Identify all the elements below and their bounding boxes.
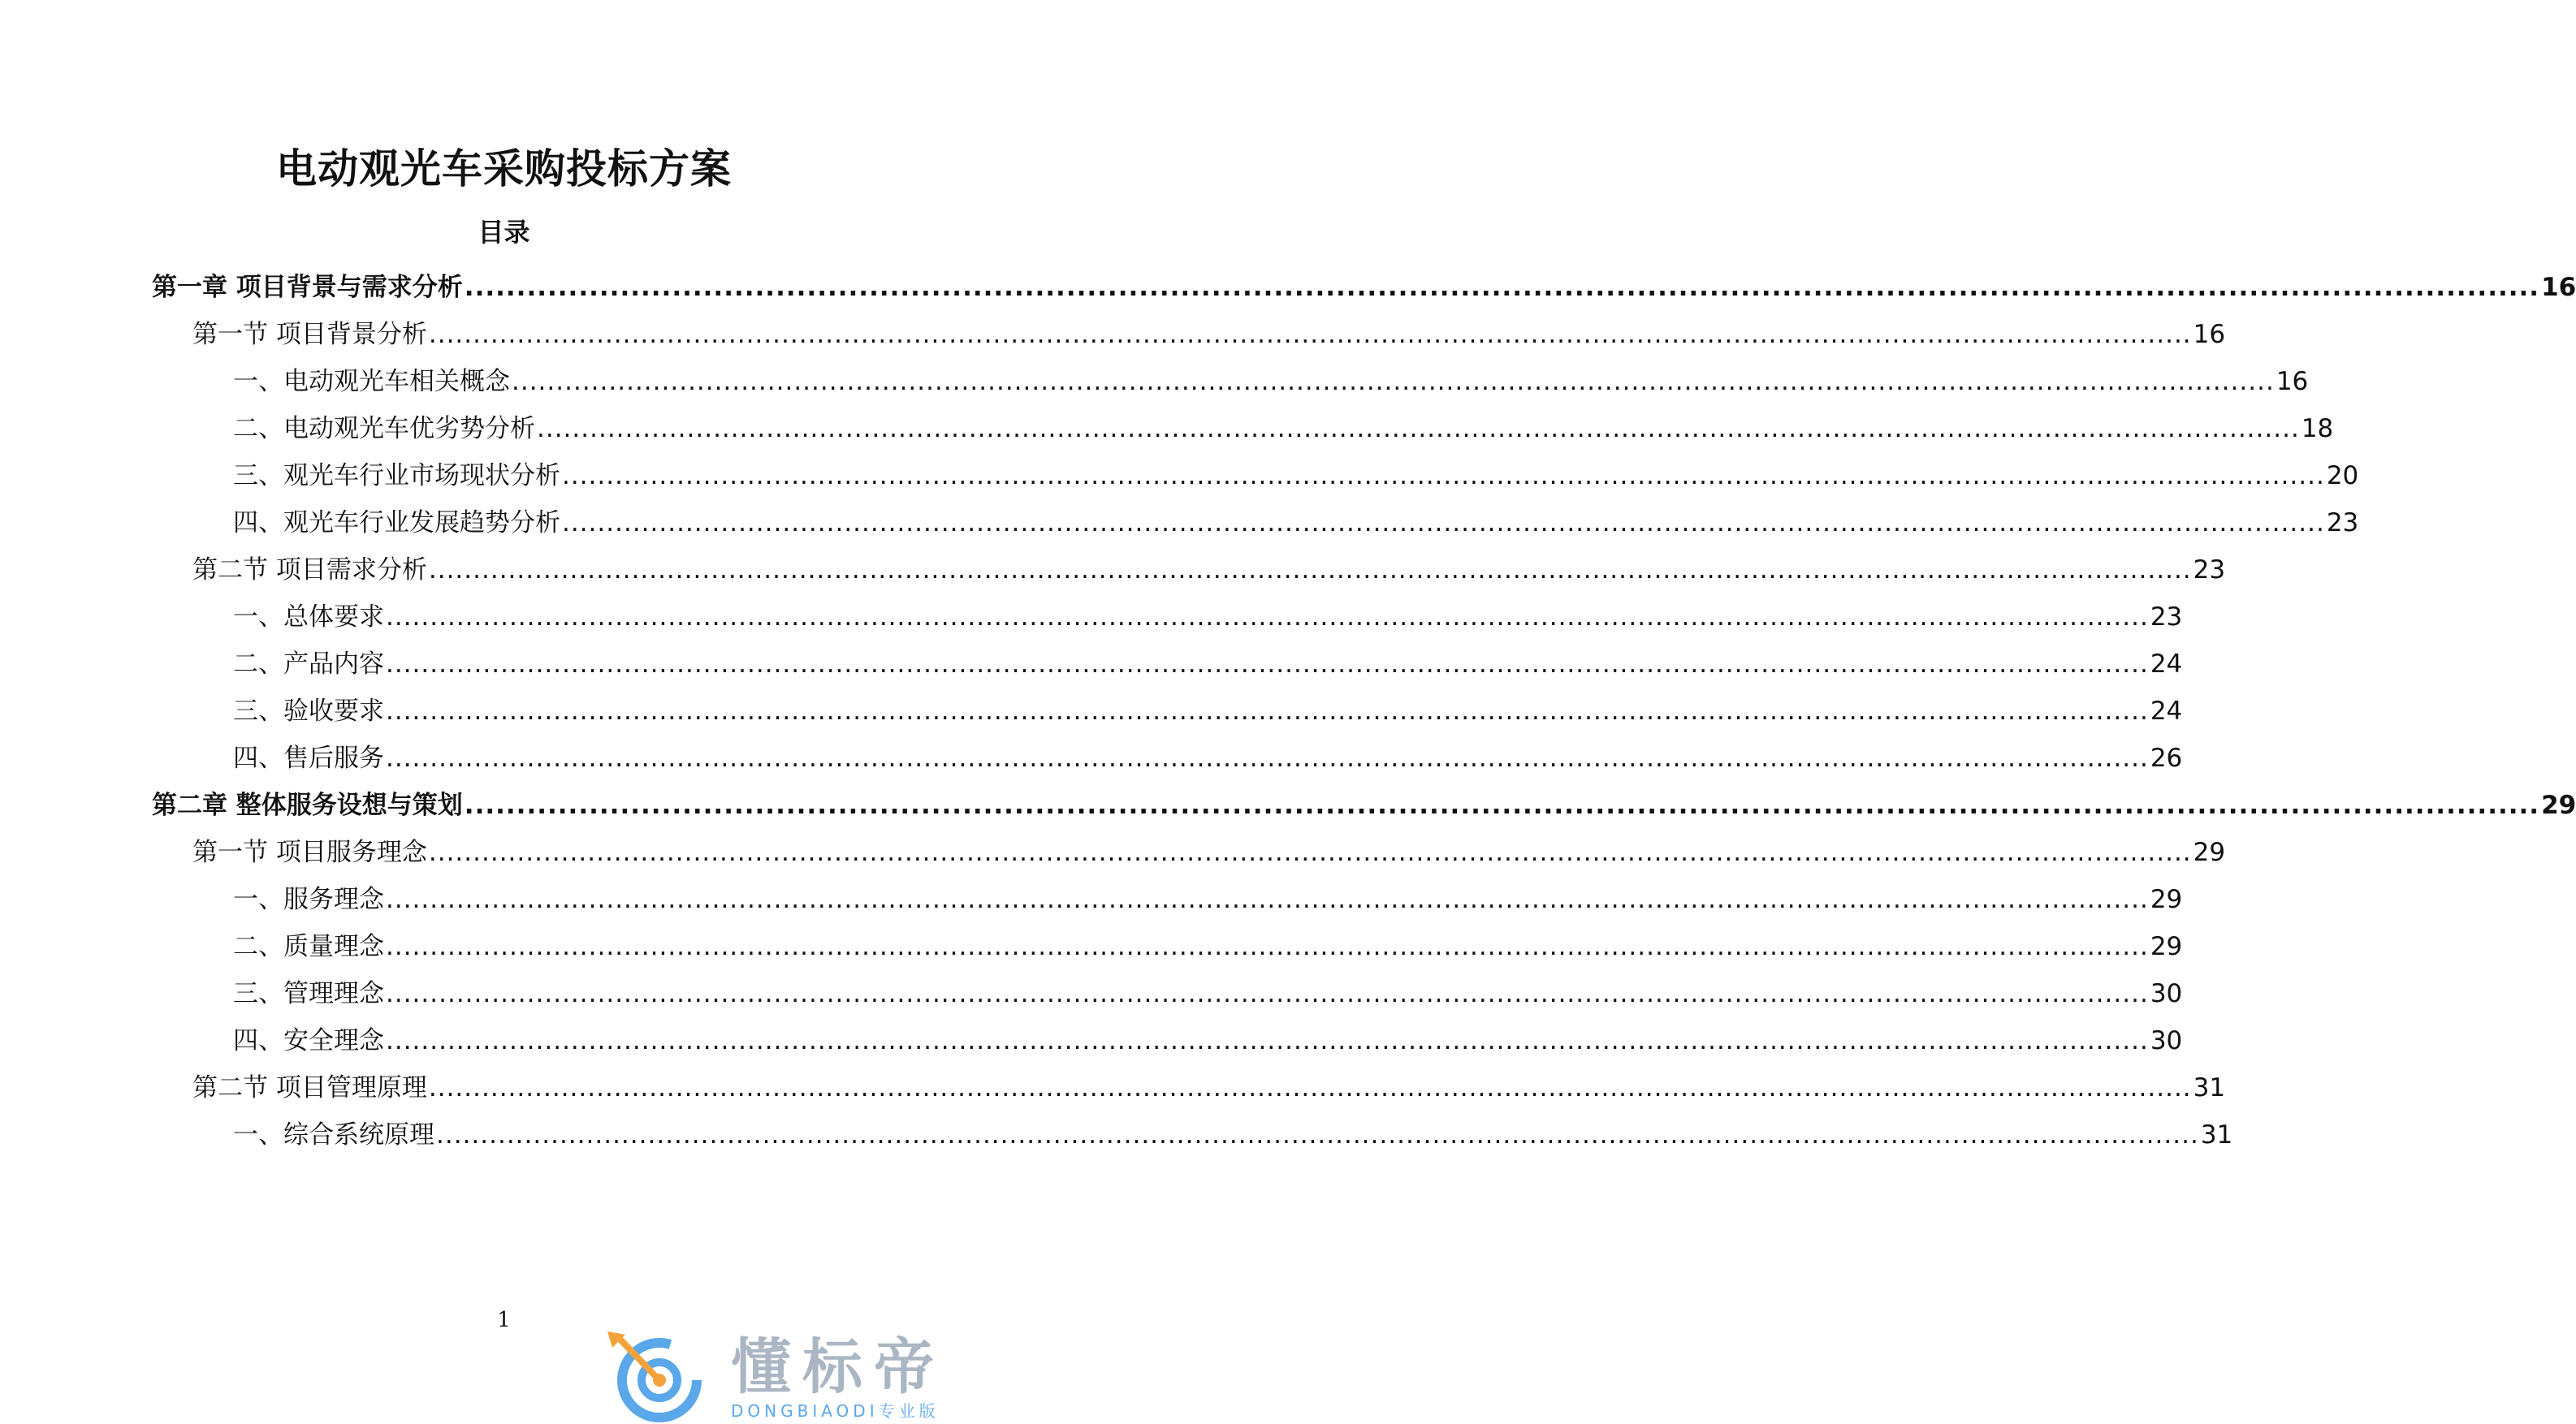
toc-entry-page: 16 <box>2193 320 2226 349</box>
toc-entry-text: 三、验收要求 <box>233 697 384 726</box>
toc-entry-text: 三、管理理念 <box>233 979 384 1008</box>
toc-entry-page: 29 <box>2150 885 2183 914</box>
document-title: 电动观光车采购投标方案 <box>276 145 732 192</box>
toc-entry[interactable] <box>233 601 2183 633</box>
target-icon <box>601 1331 707 1424</box>
toc-entry-page: 23 <box>2193 555 2226 585</box>
toc-entry[interactable] <box>233 1119 2233 1151</box>
page-number: 1 <box>497 1308 511 1332</box>
toc-leader-dots: ........................................................................................................................................................................................................ <box>428 1073 2192 1103</box>
toc-leader-dots: ........................................................................................................................................................................................................ <box>386 932 2149 961</box>
toc-entry[interactable] <box>233 460 2359 492</box>
toc-leader-dots: ........................................................................................................................................................................................................ <box>562 508 2325 537</box>
toc-entry-page: 31 <box>2200 1120 2233 1150</box>
toc-entry-page: 16 <box>2276 367 2309 396</box>
toc-entry[interactable] <box>233 412 2334 445</box>
toc-entry-page: 29 <box>2193 838 2226 867</box>
toc-entry-page: 16 <box>2541 273 2576 302</box>
toc-entry-text: 四、安全理念 <box>233 1026 384 1055</box>
toc-entry-text: 第一章 项目背景与需求分析 <box>152 273 463 302</box>
toc-leader-dots: ........................................................................................................................................................................................................ <box>428 320 2192 349</box>
toc-entry-text: 一、服务理念 <box>233 885 384 914</box>
toc-entry-text: 第二节 项目需求分析 <box>192 555 427 585</box>
toc-entry[interactable] <box>233 695 2183 727</box>
toc-entry-page: 24 <box>2150 697 2183 726</box>
toc-leader-dots: ........................................................................................................................................................................................................ <box>386 979 2149 1008</box>
toc-leader-dots: ........................................................................................................................................................................................................ <box>562 461 2325 490</box>
toc-entry-text: 四、观光车行业发展趋势分析 <box>233 508 560 537</box>
toc-entry[interactable] <box>233 930 2183 963</box>
toc-leader-dots: ........................................................................................................................................................................................................ <box>464 791 2540 820</box>
watermark <box>601 1331 1008 1424</box>
toc-entry-page: 23 <box>2326 508 2359 537</box>
toc-leader-dots: ........................................................................................................................................................................................................ <box>428 838 2192 867</box>
watermark-subtitle: DONGBIAODI专业版 <box>731 1401 940 1421</box>
toc-entry[interactable] <box>233 977 2183 1010</box>
toc-entry-page: 18 <box>2301 414 2334 443</box>
toc-leader-dots: ........................................................................................................................................................................................................ <box>386 602 2149 632</box>
toc-leader-dots: ........................................................................................................................................................................................................ <box>537 414 2300 443</box>
toc-entry-text: 二、电动观光车优劣势分析 <box>233 414 535 443</box>
toc-leader-dots: ........................................................................................................................................................................................................ <box>512 367 2275 396</box>
toc-leader-dots: ........................................................................................................................................................................................................ <box>386 885 2149 914</box>
toc-leader-dots: ........................................................................................................................................................................................................ <box>386 649 2149 679</box>
toc-entry[interactable] <box>233 365 2309 398</box>
toc-leader-dots: ........................................................................................................................................................................................................ <box>436 1120 2199 1150</box>
toc-entry-text: 三、观光车行业市场现状分析 <box>233 461 560 490</box>
toc-entry[interactable] <box>233 883 2183 916</box>
toc-entry-page: 30 <box>2150 1026 2183 1055</box>
toc-entry-page: 29 <box>2541 791 2576 820</box>
toc-entry[interactable] <box>192 1072 2226 1104</box>
toc-entry-page: 23 <box>2150 602 2183 632</box>
toc-entry-page: 31 <box>2193 1073 2226 1103</box>
toc-entry[interactable] <box>233 1025 2183 1057</box>
toc-leader-dots: ........................................................................................................................................................................................................ <box>464 273 2540 302</box>
toc-entry[interactable] <box>233 742 2183 775</box>
toc-entry[interactable] <box>233 507 2359 539</box>
toc-leader-dots: ........................................................................................................................................................................................................ <box>386 697 2149 726</box>
toc-entry[interactable] <box>192 836 2226 869</box>
toc-entry-text: 二、质量理念 <box>233 932 384 961</box>
toc-entry[interactable] <box>192 318 2226 351</box>
toc-entry-text: 一、总体要求 <box>233 602 384 632</box>
toc-entry-page: 29 <box>2150 932 2183 961</box>
toc-leader-dots: ........................................................................................................................................................................................................ <box>386 1026 2149 1055</box>
toc-entry[interactable] <box>152 789 2576 822</box>
toc-entry-text: 一、电动观光车相关概念 <box>233 367 510 396</box>
toc-entry-page: 26 <box>2150 744 2183 773</box>
toc-leader-dots: ........................................................................................................................................................................................................ <box>428 555 2192 585</box>
toc-leader-dots: ........................................................................................................................................................................................................ <box>386 744 2149 773</box>
toc-entry-text: 第二章 整体服务设想与策划 <box>152 791 463 820</box>
toc-entry[interactable] <box>192 554 2226 586</box>
toc-entry-text: 第一节 项目服务理念 <box>192 838 427 867</box>
toc-entry-page: 20 <box>2326 461 2359 490</box>
toc-entry-text: 二、产品内容 <box>233 649 384 679</box>
toc-entry-text: 第一节 项目背景分析 <box>192 320 427 349</box>
toc-entry-page: 30 <box>2150 979 2183 1008</box>
toc-entry[interactable] <box>233 648 2183 680</box>
toc-entry-text: 一、综合系统原理 <box>233 1120 434 1150</box>
toc-heading: 目录 <box>478 217 530 248</box>
toc-entry[interactable] <box>152 271 2576 304</box>
watermark-brand: 懂标帝 <box>731 1332 945 1402</box>
toc-entry-text: 第二节 项目管理原理 <box>192 1073 427 1103</box>
toc-entry-text: 四、售后服务 <box>233 744 384 773</box>
toc-entry-page: 24 <box>2150 649 2183 679</box>
